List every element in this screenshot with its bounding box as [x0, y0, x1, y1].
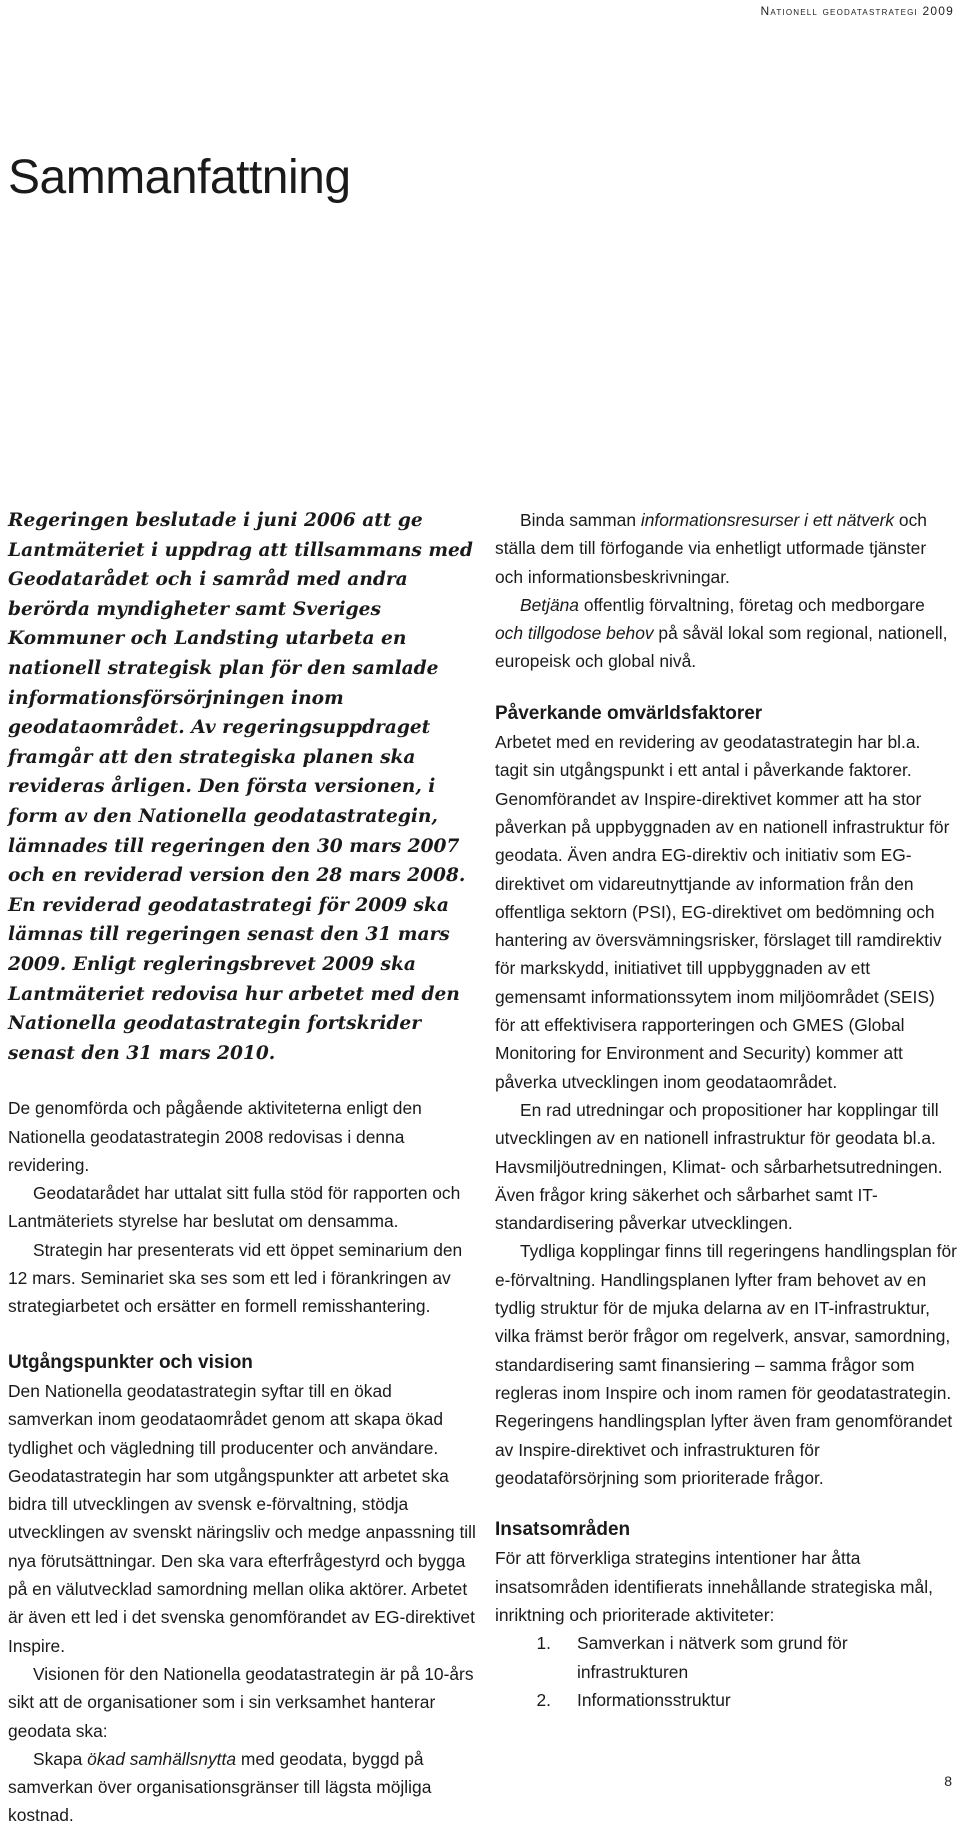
insatsomraden-list [495, 1629, 957, 1714]
section-heading-insatsomraden: Insatsområden [495, 1519, 631, 1541]
running-header: Nationell geodatastrategi 2009 [760, 4, 954, 18]
paragraph: Genomförandet av Inspire-direktivet kommer att ha stor påverkan på uppbyggnaden av en nationell infrastruktur för geodata. Även andra EG-direktiv och initiativ som EG-direktivet om vidareutnyttjande av information från den offentliga sektorn (PSI), EG-direktivet om bedömning och hantering av översvämningsrisker, förslaget till ramdirektiv för markskydd, initiativet till uppbyggnaden av ett gemensamt informationssytem inom miljöområdet (SEIS) för att effektivisera rapporteringen och GMES (Global Monitoring for Environment and Security) kommer att påverka utvecklingen inom geodataområdet. [495, 788, 950, 1092]
paragraph: De genomförda och pågående aktiviteterna enligt den Nationella geodatastrategin 2008 redovisas i denna revidering. [8, 1098, 422, 1175]
paragraph: En rad utredningar och propositioner har kopplingar till utvecklingen av en nationell infrastruktur för geodata bl.a. Havsmiljöutredningen, Klimat- och sårbarhetsutredningen. Även frågor kring säkerhet och sårbarhet samt IT-standardisering påverkar utvecklingen. [495, 1099, 943, 1234]
text-run: offentlig förvaltning, företag och medborgare [578, 594, 925, 615]
vision-point [495, 506, 957, 591]
page-number: 8 [944, 1773, 952, 1789]
emphasis: och tillgodose behov [495, 623, 654, 644]
paragraph: Strategin har presenterats vid ett öppet seminarium den 12 mars. Seminariet ska ses som ett led i förankringen av strategiarbetet och ersätter en formell remisshantering. [8, 1239, 463, 1317]
list-item [495, 1629, 957, 1686]
paragraph: Arbetet med en revidering av geodatastrategin har bl.a. tagit sin utgångspunkt i ett antal i påverkande faktorer. [495, 732, 921, 781]
right-column [495, 506, 957, 1714]
paragraph: Tydliga kopplingar finns till regeringens handlingsplan för e-förvaltning. Handlingsplanen lyfter fram behovet av en tydlig struktur för de mjuka delarna av en IT-infrastruktur, vilka främst berör frågor om regelverk, ansvar, samordning, standardisering samt finansiering – samma frågor som regleras inom Inspire och inom ramen för geodatastrategin. Regeringens handlingsplan lyfter även fram genomförandet av Inspire-direktivet och infrastrukturen för geodataförsörjning som prioriterade frågor. [495, 1241, 957, 1488]
paragraph: Visionen för den Nationella geodatastrategin är på 10-års sikt att de organisationer som i sin verksamhet hanterar geodata ska: [8, 1663, 474, 1741]
list-text: Informationsstruktur [577, 1689, 731, 1710]
text-run: med geodata, byggd på samverkan över organisationsgränser till lägsta möjliga kostnad. [8, 1748, 432, 1826]
emphasis: Betjäna [520, 594, 579, 615]
list-number: 1. [536, 1633, 551, 1654]
paragraph: Den Nationella geodatastrategin syftar till en ökad samverkan inom geodataområdet genom att skapa ökad tydlighet och vägledning till producenter och användare. [8, 1380, 444, 1458]
text-run: och ställa dem till förfogande via enhetligt utformade tjänster och informationsbeskrivningar. [495, 510, 927, 587]
text-run: på såväl lokal som regional, nationell, europeisk och global nivå. [495, 623, 948, 672]
vision-point [495, 591, 957, 676]
section-heading-paverkande: Påverkande omvärldsfaktorer [495, 702, 763, 724]
paragraph: Geodatarådet har uttalat sitt fulla stöd för rapporten och Lantmäteriets styrelse har beslutat om densamma. [8, 1183, 461, 1232]
text-run: Skapa [33, 1748, 88, 1769]
paragraph: Geodatastrategin har som utgångspunkter att arbetet ska bidra till utvecklingen av svensk e-förvaltning, stödja utvecklingen av svenskt näringsliv och medge anpassning till nya förutsättningar. Den ska vara efterfrågestyrd och bygga på en välutvecklad samordning mellan olika aktörer. Arbetet är även ett led i det svenska genomförandet av EG-direktivet Inspire. [8, 1465, 476, 1656]
vision-point [8, 1745, 478, 1830]
section-heading-utgangspunkter: Utgångspunkter och vision [8, 1351, 253, 1373]
list-number: 2. [536, 1689, 551, 1710]
emphasis: ökad samhällsnytta [87, 1748, 237, 1769]
page-title: Sammanfattning [8, 151, 351, 204]
list-text: Samverkan i nätverk som grund för infrastrukturen [577, 1633, 848, 1682]
paragraph: För att förverkliga strategins intentioner har åtta insatsområden identifierats innehållande strategiska mål, inriktning och prioriterade aktiviteter: [495, 1548, 933, 1625]
list-item [495, 1686, 957, 1714]
left-column [8, 506, 478, 1830]
text-run: Binda samman [520, 510, 641, 530]
intro-paragraph: Regeringen beslutade i juni 2006 att ge Lantmäteriet i uppdrag att tillsammans med Geodatarådet och i samråd med andra berörda myndigheter samt Sveriges Kommuner och Landsting utarbeta en nationell strategisk plan för den samlade informationsförsörjningen inom geodataområdet. Av regeringsuppdraget framgår att den strategiska planen ska revideras årligen. Den första versionen, i form av den Nationella geodatastrategin, lämnades till regeringen den 30 mars 2007 och en reviderad version den 28 mars 2008. En reviderad geodatastrategi för 2009 ska lämnas till regeringen senast den 31 mars 2009. Enligt regleringsbrevet 2009 ska Lantmäteriet redovisa hur arbetet med den Nationella geodatastrategin fortskrider senast den 31 mars 2010. [8, 510, 473, 1064]
emphasis: informationsresurser i ett nätverk [640, 510, 895, 530]
